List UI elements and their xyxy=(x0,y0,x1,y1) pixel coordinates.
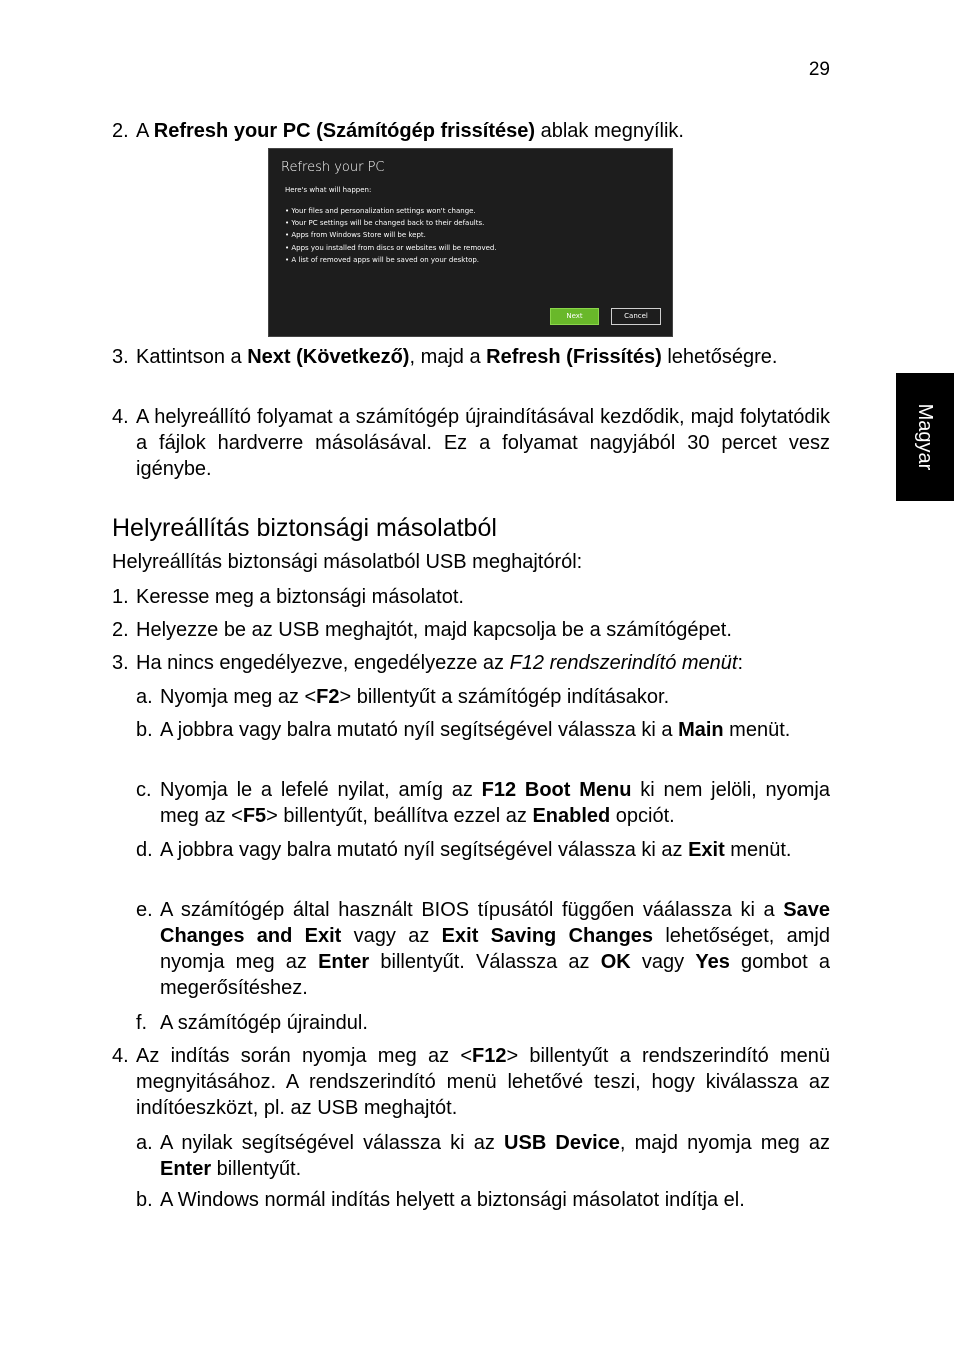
dialog-title: Refresh your PC xyxy=(281,160,385,175)
bold-text: OK xyxy=(600,951,631,973)
dialog-list xyxy=(285,205,497,266)
text: lehetőségre. xyxy=(661,346,778,368)
text: Nyomja meg az < xyxy=(160,686,317,708)
step-number: 2. xyxy=(112,120,129,142)
text: > billentyűt a rendszerindító menü megnyitásához. A rendszerindító menü lehetővé teszi, hogy kiválassza az indítóeszközt, pl. az USB meghajtót. xyxy=(136,1045,830,1119)
bold-text: Yes xyxy=(695,951,730,973)
bold-text: F2 xyxy=(316,686,340,708)
dialog-list-item: • A list of removed apps will be saved on your desktop. xyxy=(285,254,497,266)
substep-a xyxy=(136,684,830,710)
backup-step-1 xyxy=(112,584,830,610)
step-text: A számítógép újraindul. xyxy=(160,1012,368,1034)
text: A nyilak segítségével válassza ki az xyxy=(160,1132,505,1154)
refresh-pc-dialog-screenshot xyxy=(268,148,673,337)
next-button[interactable]: Next xyxy=(550,308,599,325)
section-intro: Helyreállítás biztonsági másolatból USB meghajtóról: xyxy=(112,551,583,573)
bold-text: Save Changes and Exit xyxy=(160,899,830,947)
text: A xyxy=(136,120,154,142)
text: billentyűt. Válassza az xyxy=(369,951,601,973)
dialog-list-item: • Your PC settings will be changed back to their defaults. xyxy=(285,217,497,229)
text: menüt. xyxy=(724,839,792,861)
bold-text: Refresh (Frissítés) xyxy=(486,346,662,368)
text: lehetőséget, amjd nyomja meg az xyxy=(160,925,830,973)
backup-step-2 xyxy=(112,617,830,643)
text: Ha nincs engedélyezve, engedélyezze az xyxy=(136,652,510,674)
text: A jobbra vagy balra mutató nyíl segítségével válassza ki a xyxy=(160,719,679,741)
step-number: 1. xyxy=(112,586,129,608)
text: ablak megnyílik. xyxy=(535,120,684,142)
language-label: Magyar xyxy=(914,403,936,471)
substep-f xyxy=(136,1010,830,1036)
step-text: Helyezze be az USB meghajtót, majd kapcsolja be a számítógépet. xyxy=(136,619,732,641)
substep-letter: b. xyxy=(136,1189,153,1211)
bold-text: Exit xyxy=(688,839,725,861)
text: opciót. xyxy=(610,805,675,827)
text: A számítógép által használt BIOS típusától függően váálassza ki a xyxy=(160,899,784,921)
substep-letter: c. xyxy=(136,779,152,801)
dialog-subtitle: Here's what will happen: xyxy=(285,186,372,194)
substep-letter: d. xyxy=(136,839,153,861)
bold-text: Enabled xyxy=(532,805,611,827)
backup-step-3 xyxy=(112,650,830,676)
step-4 xyxy=(112,404,830,482)
substep-4b xyxy=(136,1187,830,1213)
section-heading: Helyreállítás biztonsági másolatból xyxy=(112,514,497,542)
dialog-list-item: • Apps you installed from discs or websites will be removed. xyxy=(285,242,497,254)
text: , majd nyomja meg az xyxy=(619,1132,830,1154)
text: Kattintson a xyxy=(136,346,248,368)
bold-text: F5 xyxy=(242,805,267,827)
step-number: 3. xyxy=(112,346,129,368)
text: ki nem jelöli, nyomja meg az < xyxy=(160,779,830,827)
text: billentyűt. xyxy=(211,1158,302,1180)
substep-letter: e. xyxy=(136,899,153,921)
substep-letter: a. xyxy=(136,686,153,708)
bold-text: Exit Saving Changes xyxy=(441,925,654,947)
substep-letter: b. xyxy=(136,719,153,741)
text: Nyomja le a lefelé nyilat, amíg az xyxy=(160,779,482,801)
step-number: 2. xyxy=(112,619,129,641)
language-side-tab xyxy=(896,373,954,501)
cancel-button[interactable]: Cancel xyxy=(611,308,661,325)
bold-text: Enter xyxy=(318,951,370,973)
text: > billentyűt a számítógép indításakor. xyxy=(339,686,670,708)
text: menüt. xyxy=(723,719,791,741)
dialog-list-item: • Apps from Windows Store will be kept. xyxy=(285,229,497,241)
text: Az indítás során nyomja meg az < xyxy=(136,1045,472,1067)
text: gombot a megerősítéshez. xyxy=(160,951,831,999)
substep-c xyxy=(136,777,830,829)
text: A jobbra vagy balra mutató nyíl segítségével válassza ki az xyxy=(160,839,689,861)
italic-text: F12 rendszerindító menüt xyxy=(509,652,738,674)
step-text: A helyreállító folyamat a számítógép újraindításával kezdődik, majd folytatódik a fájlok hardverre másolásával. Ez a folyamat nagyjából 30 percet vesz igénybe. xyxy=(136,406,830,480)
substep-d xyxy=(136,837,830,863)
substep-letter: f. xyxy=(136,1012,148,1034)
substep-b xyxy=(136,717,830,743)
step-2 xyxy=(112,118,830,144)
text: : xyxy=(737,652,744,674)
substep-e xyxy=(136,897,830,1001)
text: > billentyűt, beállítva ezzel az xyxy=(266,805,533,827)
bold-text: Enter xyxy=(160,1158,212,1180)
dialog-list-item: • Your files and personalization settings won't change. xyxy=(285,205,497,217)
bold-text: USB Device xyxy=(504,1132,620,1154)
text: vagy az xyxy=(341,925,442,947)
step-text: Keresse meg a biztonsági másolatot. xyxy=(136,586,464,608)
page-number: 29 xyxy=(808,59,830,80)
text: vagy xyxy=(630,951,696,973)
backup-step-4 xyxy=(112,1043,830,1121)
bold-text: F12 Boot Menu xyxy=(481,779,632,801)
step-number: 3. xyxy=(112,652,129,674)
bold-text: Refresh your PC (Számítógép frissítése) xyxy=(153,120,536,142)
substep-letter: a. xyxy=(136,1132,153,1154)
bold-text: F12 xyxy=(472,1045,507,1067)
step-number: 4. xyxy=(112,406,129,428)
step-3 xyxy=(112,344,830,370)
step-number: 4. xyxy=(112,1045,129,1067)
step-text: A Windows normál indítás helyett a biztonsági másolatot indítja el. xyxy=(160,1189,745,1211)
substep-4a xyxy=(136,1130,830,1182)
bold-text: Main xyxy=(678,719,724,741)
text: , majd a xyxy=(409,346,487,368)
bold-text: Next (Következő) xyxy=(247,346,410,368)
